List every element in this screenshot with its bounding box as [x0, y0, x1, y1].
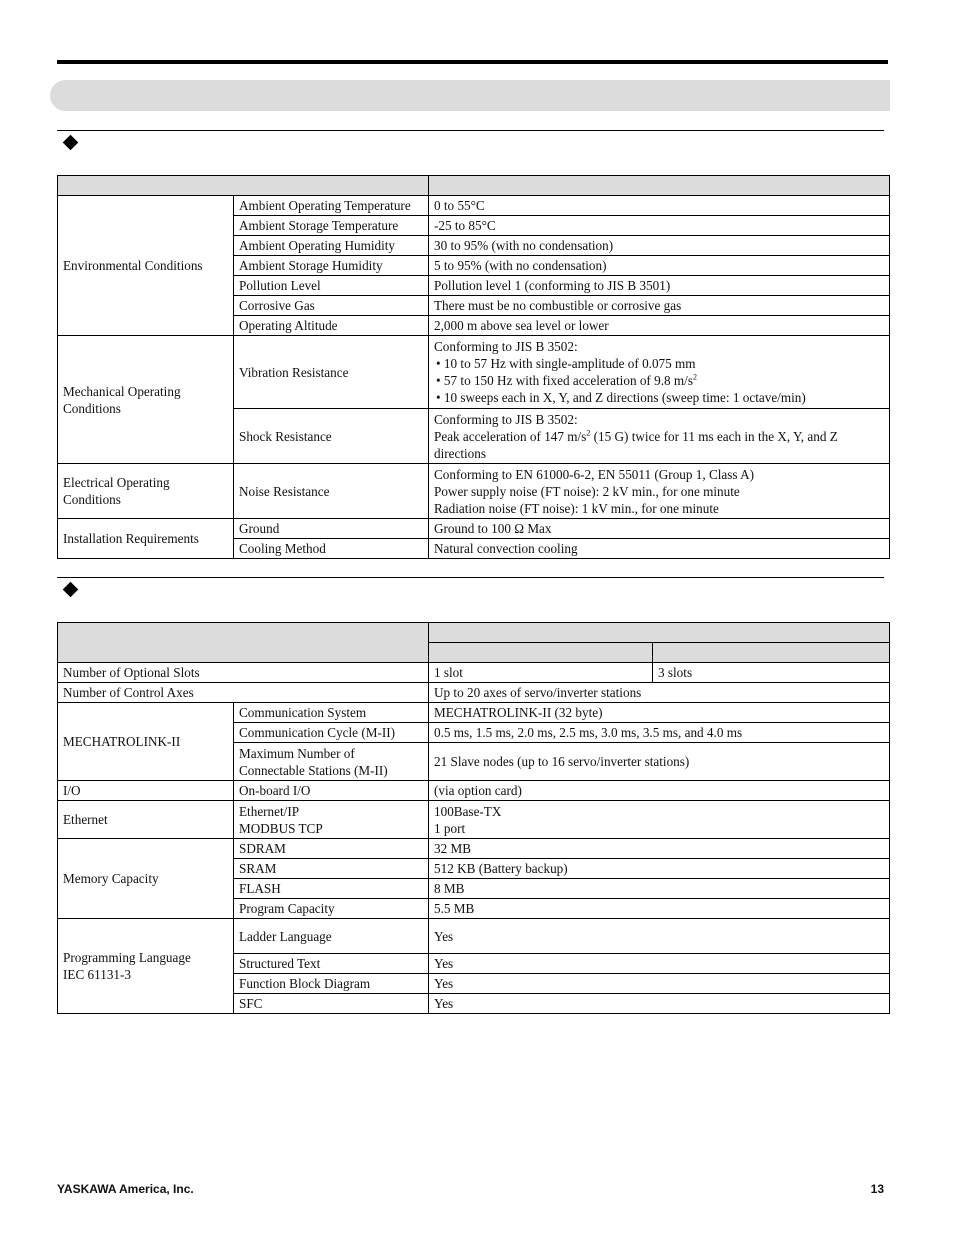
value-line — [434, 428, 884, 462]
value-cell: 5.5 MB — [429, 899, 890, 919]
value-cell: 2,000 m above sea level or lower — [429, 316, 890, 336]
diamond-bullet-icon — [63, 135, 79, 151]
header-cell — [429, 643, 653, 663]
item-cell: Pollution Level — [234, 276, 429, 296]
value-cell: 8 MB — [429, 879, 890, 899]
value-cell: 21 Slave nodes (up to 16 servo/inverter stations) — [429, 743, 890, 781]
item-line: Maximum Number of — [239, 745, 355, 761]
footer-company: YASKAWA America, Inc. — [57, 1182, 194, 1196]
group-label: I/O — [58, 781, 234, 801]
item-cell: Ladder Language — [234, 919, 429, 954]
value-cell: Natural convection cooling — [429, 539, 890, 559]
item-line: Ethernet/IP — [239, 803, 300, 819]
item-cell: Communication System — [234, 703, 429, 723]
section-header-bar — [50, 80, 890, 111]
group-label: Installation Requirements — [58, 519, 234, 559]
bullet-item: • 57 to 150 Hz with fixed acceleration of 9.8 $m/s^2$ — [436, 372, 697, 388]
superscript: 2 — [692, 372, 697, 382]
item-cell: Function Block Diagram — [234, 974, 429, 994]
item-cell: Shock Resistance — [234, 409, 429, 464]
superscript: 2 — [586, 428, 591, 438]
item-cell — [234, 801, 429, 839]
value-line: Power supply noise (FT noise): 2 kV min., for one minute — [434, 483, 740, 499]
item-cell: Vibration Resistance — [234, 336, 429, 409]
group-label-line: IEC 61131-3 — [63, 967, 132, 982]
table-row — [58, 703, 890, 723]
bullet-item: • 10 sweeps each in X, Y, and Z directions (sweep time: 1 octave/min) — [436, 390, 806, 405]
table-header-row — [58, 176, 890, 196]
group-label: Memory Capacity — [58, 839, 234, 919]
header-cell — [429, 176, 890, 196]
bullet-text: 10 to 57 Hz with single-amplitude of 0.075 mm — [443, 356, 696, 371]
bullet-text: 57 to 150 Hz with fixed acceleration of 9.8 m/s — [443, 373, 693, 388]
item-cell: SDRAM — [234, 839, 429, 859]
value-cell: Up to 20 axes of servo/inverter stations — [429, 683, 890, 703]
value-cell: Ground to 100 Ω Max — [429, 519, 890, 539]
value-cell: 0.5 ms, 1.5 ms, 2.0 ms, 2.5 ms, 3.0 ms, 3.5 ms, and 4.0 ms — [429, 723, 890, 743]
value-cell: 5 to 95% (with no condensation) — [429, 256, 890, 276]
value-cell: Yes — [429, 954, 890, 974]
header-cell — [58, 623, 429, 663]
value-line: 100Base-TX — [434, 803, 502, 819]
value-line: 1 port — [434, 820, 466, 836]
table-row — [58, 196, 890, 216]
header-cell — [58, 176, 429, 196]
value-cell: There must be no combustible or corrosive gas — [429, 296, 890, 316]
value-cell — [429, 464, 890, 519]
group-label-line: Programming Language — [63, 950, 191, 965]
value-cell: 30 to 95% (with no condensation) — [429, 236, 890, 256]
item-cell: Cooling Method — [234, 539, 429, 559]
group-label: Mechanical Operating Conditions — [58, 336, 234, 464]
value-cell: Yes — [429, 994, 890, 1014]
item-line: MODBUS TCP — [239, 820, 323, 836]
item-cell: Operating Altitude — [234, 316, 429, 336]
bullet-item: • 10 to 57 Hz with single-amplitude of 0.075 mm — [436, 356, 696, 371]
table-row — [58, 683, 890, 703]
value-cell: 1 slot — [429, 663, 653, 683]
value-cell: 3 slots — [653, 663, 890, 683]
item-cell: SFC — [234, 994, 429, 1014]
value-cell: 32 MB — [429, 839, 890, 859]
section-rule-specifications — [57, 577, 884, 578]
group-label — [58, 919, 234, 1014]
header-cell — [429, 623, 890, 643]
header-cell — [653, 643, 890, 663]
table-row — [58, 839, 890, 859]
value-text: Peak acceleration of 147 m/s — [434, 428, 587, 444]
environment-spec-table — [57, 175, 890, 559]
value-cell: Yes — [429, 919, 890, 954]
table-row — [58, 519, 890, 539]
group-label: Environmental Conditions — [58, 196, 234, 336]
value-cell: Yes — [429, 974, 890, 994]
item-cell: Ambient Storage Temperature — [234, 216, 429, 236]
item-cell: Communication Cycle (M-II) — [234, 723, 429, 743]
page-number: 13 — [870, 1182, 884, 1196]
table-row — [58, 464, 890, 519]
value-cell: MECHATROLINK-II (32 byte) — [429, 703, 890, 723]
specifications-table — [57, 622, 890, 1014]
bullet-text: 10 sweeps each in X, Y, and Z directions (sweep time: 1 octave/min) — [443, 390, 806, 405]
table-row — [58, 663, 890, 683]
item-line: Connectable Stations (M-II) — [239, 762, 388, 778]
item-cell: Corrosive Gas — [234, 296, 429, 316]
value-cell: Pollution level 1 (conforming to JIS B 3501) — [429, 276, 890, 296]
table-row — [58, 781, 890, 801]
top-rule — [57, 60, 888, 64]
table-row — [58, 801, 890, 839]
item-cell: Structured Text — [234, 954, 429, 974]
item-cell: Ground — [234, 519, 429, 539]
value-cell: 0 to 55°C — [429, 196, 890, 216]
value-cell: -25 to 85°C — [429, 216, 890, 236]
item-cell — [234, 743, 429, 781]
group-label: Electrical Operating Conditions — [58, 464, 234, 519]
value-cell — [429, 336, 890, 409]
item-cell: SRAM — [234, 859, 429, 879]
item-cell: Noise Resistance — [234, 464, 429, 519]
value-cell — [429, 801, 890, 839]
item-cell: Ambient Storage Humidity — [234, 256, 429, 276]
item-cell: On-board I/O — [234, 781, 429, 801]
table-row — [58, 336, 890, 409]
table-header-row — [58, 623, 890, 643]
value-text: (15 G) twice for 11 ms each in the X, Y, and Z directions — [434, 428, 838, 461]
group-label: Ethernet — [58, 801, 234, 839]
item-cell: Ambient Operating Humidity — [234, 236, 429, 256]
item-cell: FLASH — [234, 879, 429, 899]
item-cell: Ambient Operating Temperature — [234, 196, 429, 216]
value-line: Conforming to JIS B 3502: — [434, 339, 578, 354]
diamond-bullet-icon — [63, 582, 79, 598]
value-line: Radiation noise (FT noise): 1 kV min., for one minute — [434, 500, 719, 516]
section-rule-environment — [57, 130, 884, 131]
value-line: Conforming to EN 61000-6-2, EN 55011 (Group 1, Class A) — [434, 466, 755, 482]
value-cell — [429, 409, 890, 464]
group-label: Number of Optional Slots — [58, 663, 429, 683]
value-cell: (via option card) — [429, 781, 890, 801]
table-row — [58, 919, 890, 954]
value-line: Conforming to JIS B 3502: — [434, 411, 578, 427]
value-cell: 512 KB (Battery backup) — [429, 859, 890, 879]
item-cell: Program Capacity — [234, 899, 429, 919]
group-label: MECHATROLINK-II — [58, 703, 234, 781]
group-label: Number of Control Axes — [58, 683, 429, 703]
